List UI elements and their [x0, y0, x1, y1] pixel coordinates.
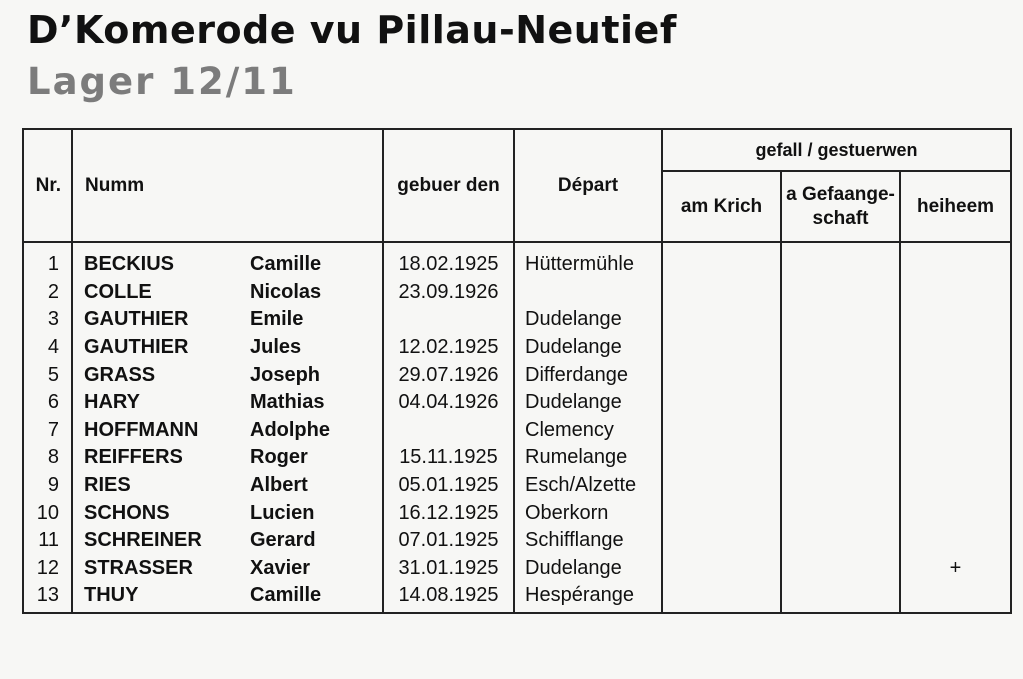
name-cell — [72, 472, 383, 500]
war-mark — [662, 555, 781, 583]
war-mark — [662, 417, 781, 445]
row-number: 9 — [23, 472, 72, 500]
surname: STRASSER — [84, 556, 193, 579]
row-number: 1 — [23, 242, 72, 279]
captivity-mark — [781, 555, 900, 583]
firstname: Emile — [250, 308, 304, 331]
birth-date: 16.12.1925 — [383, 499, 514, 527]
surname: REIFFERS — [84, 446, 183, 469]
row-number: 3 — [23, 306, 72, 334]
firstname: Camille — [250, 584, 322, 607]
captivity-mark — [781, 527, 900, 555]
war-mark — [662, 306, 781, 334]
firstname: Adolphe — [250, 418, 330, 441]
name-cell — [72, 527, 383, 555]
col-header-home: heiheem — [900, 171, 1011, 242]
col-header-name: Numm — [72, 129, 383, 242]
war-mark — [662, 361, 781, 389]
war-mark — [662, 279, 781, 307]
birth-date: 12.02.1925 — [383, 334, 514, 362]
depart-place: Differdange — [514, 361, 662, 389]
birth-date: 15.11.1925 — [383, 444, 514, 472]
page-title: D’Komerode vu Pillau-Neutief — [27, 8, 677, 52]
roster-body — [23, 242, 1011, 613]
depart-place: Clemency — [514, 417, 662, 445]
surname: COLLE — [84, 280, 152, 303]
home-mark — [900, 242, 1011, 279]
birth-date: 29.07.1926 — [383, 361, 514, 389]
captivity-mark — [781, 389, 900, 417]
firstname: Camille — [250, 253, 322, 276]
firstname: Gerard — [250, 529, 316, 552]
table-row — [23, 527, 1011, 555]
table-row — [23, 499, 1011, 527]
depart-place: Dudelange — [514, 555, 662, 583]
surname: HOFFMANN — [84, 418, 199, 441]
birth-date: 31.01.1925 — [383, 555, 514, 583]
birth-date: 14.08.1925 — [383, 582, 514, 613]
depart-place: Oberkorn — [514, 499, 662, 527]
name-cell — [72, 417, 383, 445]
name-cell — [72, 306, 383, 334]
row-number: 6 — [23, 389, 72, 417]
home-mark — [900, 306, 1011, 334]
war-mark — [662, 527, 781, 555]
row-number: 4 — [23, 334, 72, 362]
table-row — [23, 361, 1011, 389]
war-mark — [662, 334, 781, 362]
table-row — [23, 334, 1011, 362]
table-row — [23, 242, 1011, 279]
col-header-nr: Nr. — [23, 129, 72, 242]
home-mark — [900, 582, 1011, 613]
depart-place: Dudelange — [514, 334, 662, 362]
row-number: 5 — [23, 361, 72, 389]
surname: BECKIUS — [84, 253, 175, 276]
surname: HARY — [84, 391, 140, 414]
home-mark — [900, 334, 1011, 362]
col-header-captivity — [781, 171, 900, 242]
birth-date: 07.01.1925 — [383, 527, 514, 555]
col-header-birth: gebuer den — [383, 129, 514, 242]
war-mark — [662, 499, 781, 527]
birth-date: 04.04.1926 — [383, 389, 514, 417]
table-row — [23, 389, 1011, 417]
firstname: Albert — [250, 474, 308, 497]
home-mark — [900, 499, 1011, 527]
birth-date — [383, 417, 514, 445]
col-header-captivity-text: a Gefaange-schaft — [786, 183, 895, 229]
birth-date: 23.09.1926 — [383, 279, 514, 307]
surname: GAUTHIER — [84, 308, 189, 331]
firstname: Jules — [250, 336, 302, 359]
firstname: Mathias — [250, 391, 325, 414]
firstname: Nicolas — [250, 280, 322, 303]
war-mark — [662, 582, 781, 613]
row-number: 13 — [23, 582, 72, 613]
captivity-mark — [781, 444, 900, 472]
table-row — [23, 279, 1011, 307]
depart-place: Dudelange — [514, 389, 662, 417]
war-mark — [662, 472, 781, 500]
birth-date — [383, 306, 514, 334]
row-number: 7 — [23, 417, 72, 445]
table-row — [23, 444, 1011, 472]
depart-place: Hüttermühle — [514, 242, 662, 279]
home-mark: + — [900, 555, 1011, 583]
war-mark — [662, 389, 781, 417]
row-number: 8 — [23, 444, 72, 472]
home-mark — [900, 444, 1011, 472]
captivity-mark — [781, 582, 900, 613]
depart-place: Rumelange — [514, 444, 662, 472]
roster-table — [22, 128, 1012, 614]
name-cell — [72, 555, 383, 583]
war-mark — [662, 444, 781, 472]
table-row — [23, 555, 1011, 583]
captivity-mark — [781, 334, 900, 362]
row-number: 10 — [23, 499, 72, 527]
name-cell — [72, 444, 383, 472]
row-number: 12 — [23, 555, 72, 583]
surname: GAUTHIER — [84, 336, 189, 359]
home-mark — [900, 472, 1011, 500]
birth-date: 05.01.1925 — [383, 472, 514, 500]
name-cell — [72, 334, 383, 362]
row-number: 2 — [23, 279, 72, 307]
captivity-mark — [781, 242, 900, 279]
surname: GRASS — [84, 363, 156, 386]
depart-place: Schifflange — [514, 527, 662, 555]
depart-place — [514, 279, 662, 307]
name-cell — [72, 242, 383, 279]
name-cell — [72, 499, 383, 527]
firstname: Xavier — [250, 556, 311, 579]
surname: THUY — [84, 584, 139, 607]
surname: RIES — [84, 474, 131, 497]
depart-place: Dudelange — [514, 306, 662, 334]
name-cell — [72, 389, 383, 417]
captivity-mark — [781, 279, 900, 307]
name-cell — [72, 361, 383, 389]
firstname: Roger — [250, 446, 308, 469]
firstname: Joseph — [250, 363, 321, 386]
home-mark — [900, 527, 1011, 555]
table-row — [23, 417, 1011, 445]
col-header-war: am Krich — [662, 171, 781, 242]
captivity-mark — [781, 417, 900, 445]
firstname: Lucien — [250, 501, 315, 524]
col-header-depart: Départ — [514, 129, 662, 242]
table-row — [23, 306, 1011, 334]
captivity-mark — [781, 306, 900, 334]
depart-place: Esch/Alzette — [514, 472, 662, 500]
name-cell — [72, 582, 383, 613]
name-cell — [72, 279, 383, 307]
captivity-mark — [781, 472, 900, 500]
captivity-mark — [781, 361, 900, 389]
col-header-group: gefall / gestuerwen — [662, 129, 1011, 171]
captivity-mark — [781, 499, 900, 527]
surname: SCHREINER — [84, 529, 202, 552]
home-mark — [900, 279, 1011, 307]
home-mark — [900, 389, 1011, 417]
depart-place: Hespérange — [514, 582, 662, 613]
page-subtitle: Lager 12/11 — [27, 60, 297, 103]
birth-date: 18.02.1925 — [383, 242, 514, 279]
war-mark — [662, 242, 781, 279]
home-mark — [900, 361, 1011, 389]
surname: SCHONS — [84, 501, 170, 524]
table-row — [23, 472, 1011, 500]
row-number: 11 — [23, 527, 72, 555]
table-row — [23, 582, 1011, 613]
home-mark — [900, 417, 1011, 445]
